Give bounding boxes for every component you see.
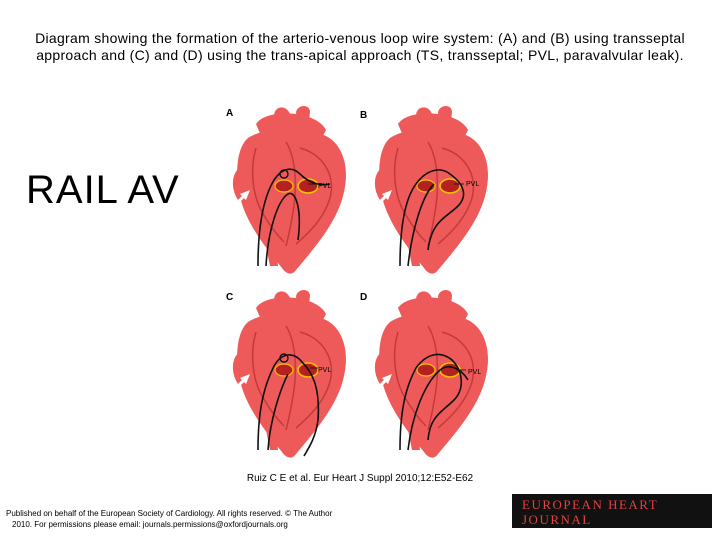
panel-b — [360, 106, 488, 274]
footer-line-1: Published on behalf of the European Society of Cardiology. All rights reserved. © The Author — [6, 509, 333, 518]
copyright-footer — [6, 508, 332, 530]
panel-a-ts: TS — [226, 205, 235, 212]
slide-title: Diagram showing the formation of the arterio-venous loop wire system: (A) and (B) using transseptal approach and (C) and (D) using the trans-apical approach (TS, transseptal; PVL, paravalvular leak). — [35, 30, 685, 63]
panel-c-letter: C — [226, 292, 234, 303]
panel-c-ts: TS — [226, 389, 235, 396]
panel-b-pvl: PVL — [466, 181, 480, 188]
journal-logo — [512, 494, 712, 542]
journal-logo-line-1: EUROPEAN HEART JOURNAL — [522, 497, 658, 527]
figure-citation: Ruiz C E et al. Eur Heart J Suppl 2010;12:E52-E62 — [246, 473, 474, 484]
panel-d — [360, 290, 488, 458]
panel-a-letter: A — [226, 108, 234, 119]
panel-d-pvl: PVL — [468, 369, 482, 376]
panel-c — [226, 290, 346, 458]
panel-d-letter: D — [360, 292, 368, 303]
journal-logo-line-2: SUPPLEMENTS — [522, 527, 630, 542]
panel-a-pvl: PVL — [318, 183, 332, 190]
side-label: RAIL AV — [26, 168, 180, 212]
panel-a — [226, 106, 346, 274]
footer-line-2: 2010. For permissions please email: journals.permissions@oxfordjournals.org — [12, 520, 288, 529]
heart-diagram-figure — [218, 100, 502, 462]
panel-b-letter: B — [360, 110, 368, 121]
panel-b-ts: TS — [370, 201, 379, 208]
panel-c-pvl: PVL — [318, 367, 332, 374]
panel-d-ts: TS — [370, 387, 379, 394]
